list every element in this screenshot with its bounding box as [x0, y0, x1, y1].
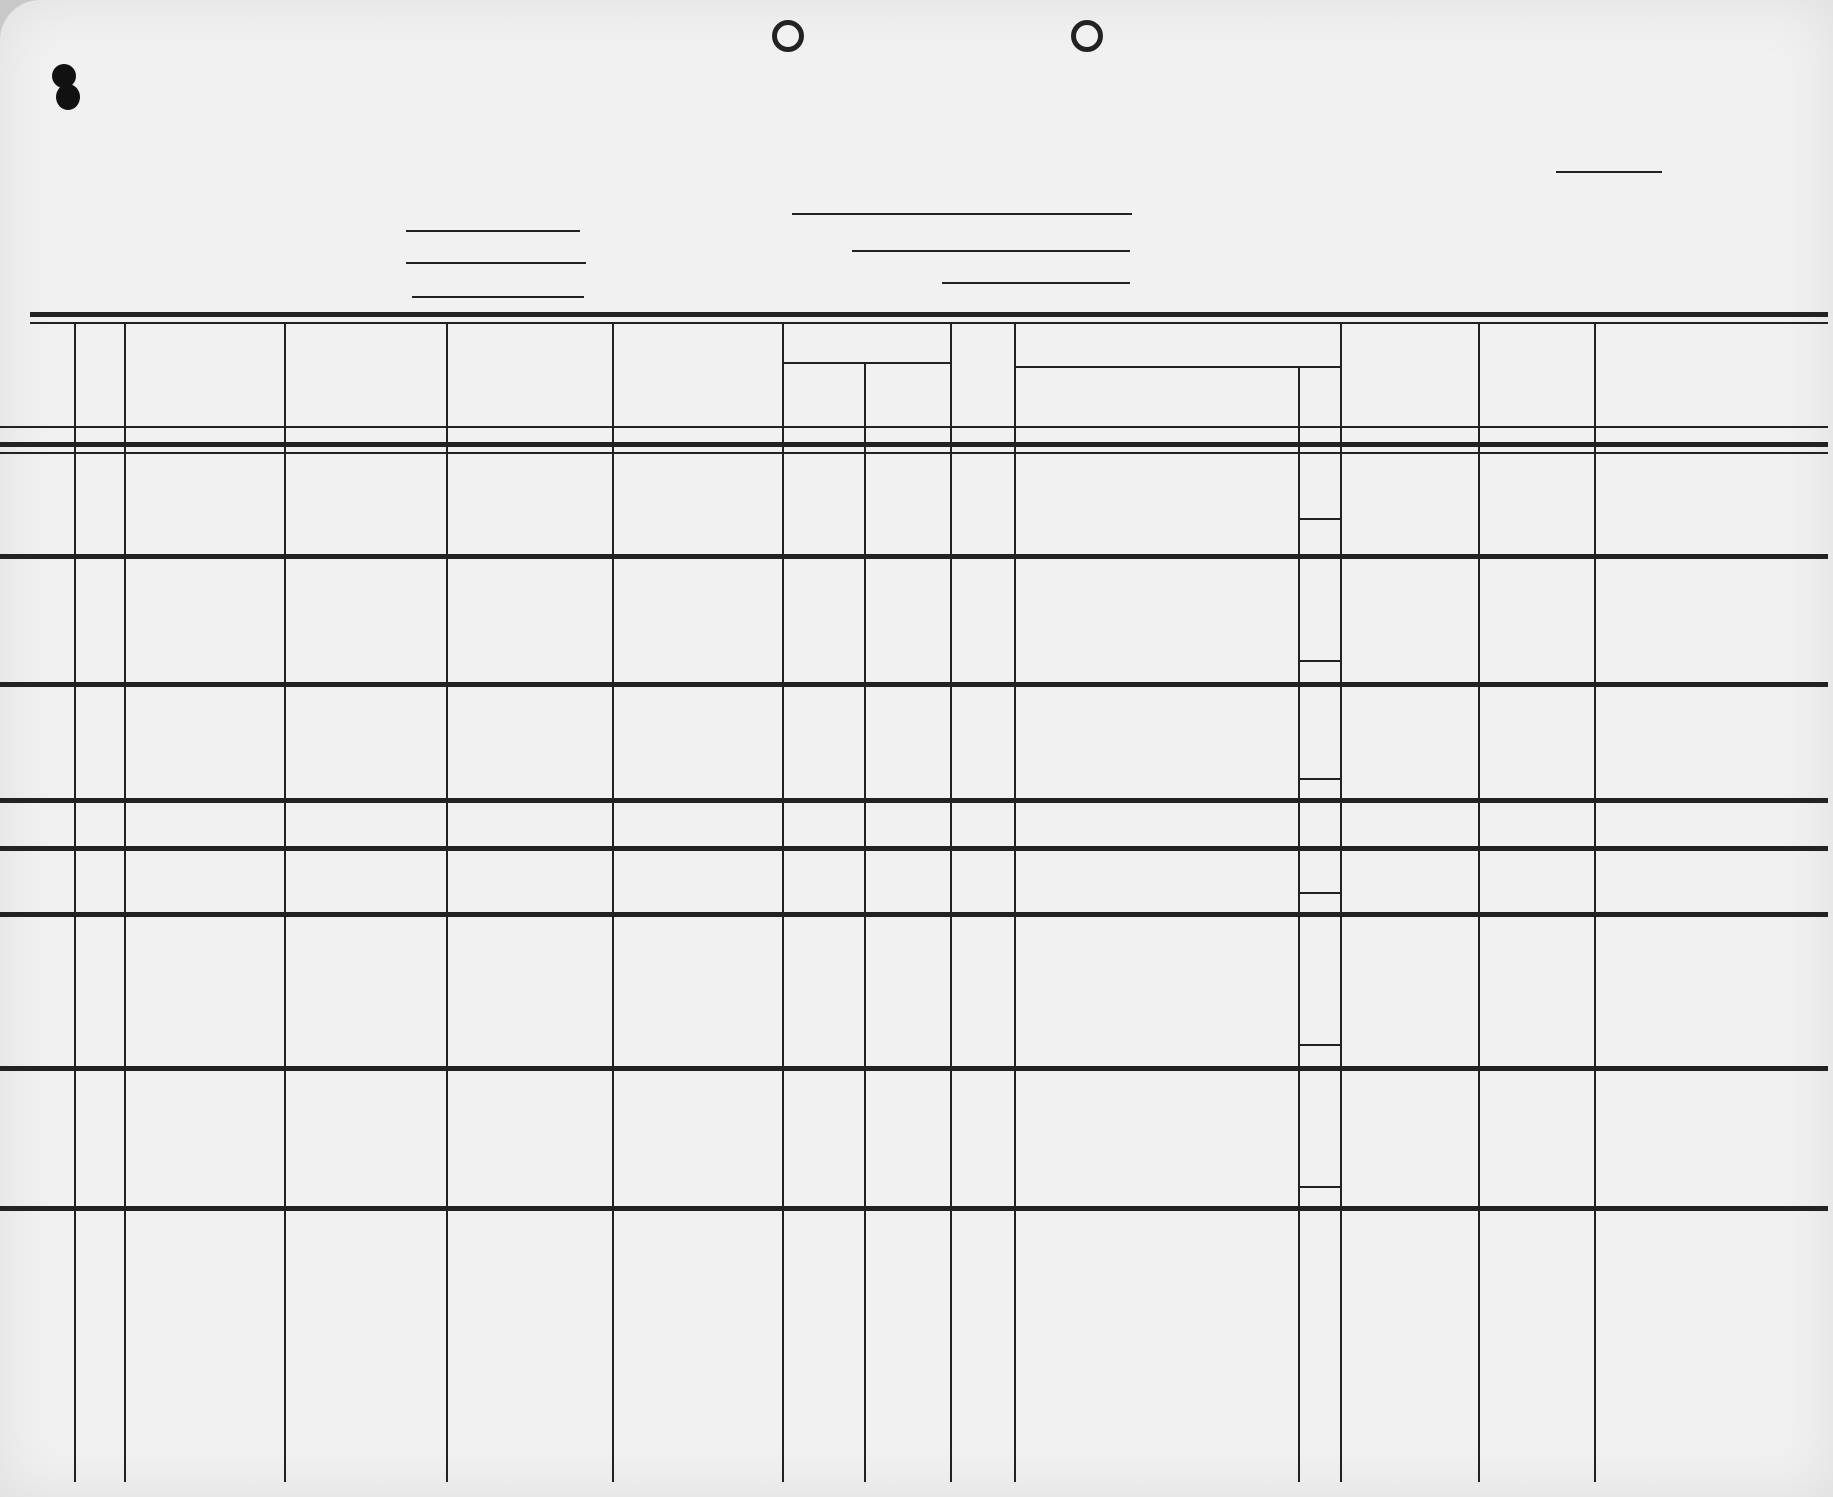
row-divider [0, 846, 1828, 851]
col-line [864, 362, 866, 1482]
copy-no-line [1556, 171, 1662, 173]
col-line [1340, 322, 1342, 1482]
row-divider [0, 554, 1828, 559]
letters-divider [0, 442, 1828, 447]
row-divider [0, 1206, 1828, 1211]
mob-line [942, 282, 1130, 284]
row-divider [0, 1066, 1828, 1071]
col-line [782, 322, 784, 1482]
col-line [950, 322, 952, 1482]
unit-line [852, 250, 1130, 252]
vehicles-subdivider [1016, 366, 1340, 368]
col-line [1014, 322, 1016, 1482]
letters-divider-2 [0, 452, 1828, 454]
total-box-line [1298, 1186, 1340, 1188]
total-box-line [1298, 518, 1340, 520]
total-box-line [1298, 892, 1340, 894]
total-box-line [1298, 1044, 1340, 1046]
personnel-subdivider [784, 362, 950, 364]
total-box-line [1298, 778, 1340, 780]
col-line [124, 322, 126, 1482]
row-divider [0, 682, 1828, 687]
total-box-line [1298, 660, 1340, 662]
col-line [284, 322, 286, 1482]
col-line [1478, 322, 1480, 1482]
we-line [406, 262, 586, 264]
col-line [446, 322, 448, 1482]
ink-blot [56, 84, 80, 110]
we-line [412, 296, 584, 298]
col-line [74, 322, 76, 1482]
row-divider [0, 912, 1828, 917]
table-top-border [30, 312, 1828, 317]
punch-hole-right [1071, 20, 1103, 52]
table-top-border-2 [30, 322, 1828, 324]
header-divider [0, 426, 1828, 428]
punch-hole-left [772, 20, 804, 52]
col-line [1594, 322, 1596, 1482]
row-divider [0, 798, 1828, 803]
we-line [406, 230, 580, 232]
col-line [612, 322, 614, 1482]
col-line [1298, 366, 1300, 1482]
title-line [792, 213, 1132, 215]
